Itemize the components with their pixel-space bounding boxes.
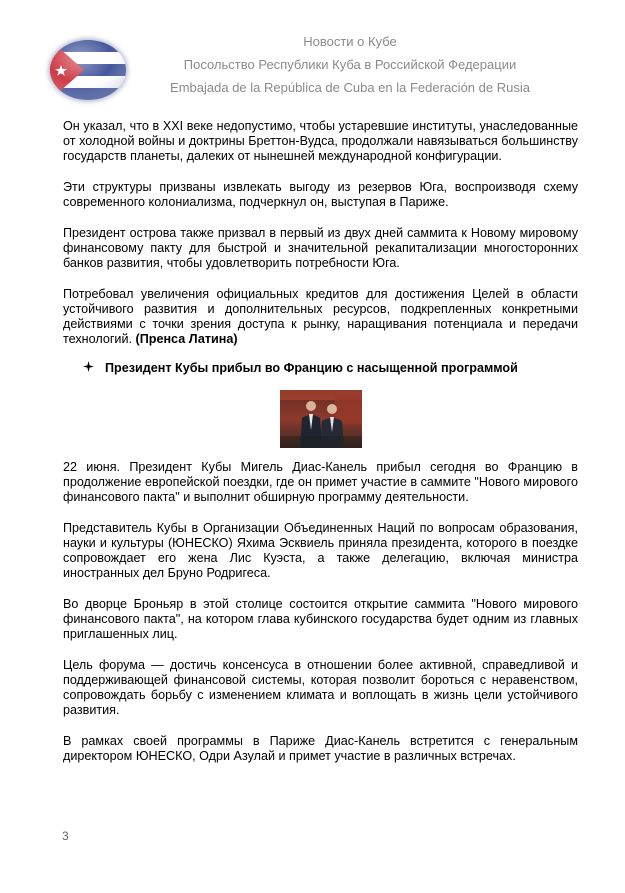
header-embassy-ru: Посольство Республики Куба в Российской Федерации <box>183 57 517 72</box>
cuban-flag-globe-icon <box>50 40 126 100</box>
header-title: Новости о Кубе <box>303 34 397 49</box>
article1-paragraph-4-text: Потребовал увеличения официальных кредитов для достижения Целей в области устойчивого развития и дополнительных ресурсов, подкрепленных конкретными действиями с точки зрения доступа к рынку, наращивания потенциала и передачи технологий. <box>63 287 578 346</box>
page-number: 3 <box>62 829 69 843</box>
page-header <box>0 0 625 110</box>
article2-heading-row <box>83 361 578 376</box>
article1-paragraph-4 <box>63 287 578 347</box>
article2-photo <box>280 390 362 448</box>
article1-paragraph-3: Президент острова также призвал в первый из двух дней саммита к Новому мировому финансовому пакту для быстрой и значительной рекапитализации многосторонних банков развития, чтобы удовлетворить потребности Юга. <box>63 226 578 270</box>
article2-heading: Президент Кубы прибыл во Францию с насыщенной программой <box>105 361 518 375</box>
article1-paragraph-1: Он указал, что в XXI веке недопустимо, чтобы устаревшие институты, унаследованные от холодной войны и доктрины Бреттон-Вудса, продолжали навязываться большинству государств планеты, далеких от нынешней международной конфигурации. <box>63 119 578 163</box>
diamond-bullet-icon <box>83 361 97 376</box>
article1-source: (Пренса Латина) <box>135 332 238 346</box>
header-embassy-es: Embajada de la República de Cuba en la Federación de Rusia <box>170 80 530 95</box>
article2-photo-container <box>63 390 578 448</box>
page-content <box>63 119 578 780</box>
article2-paragraph-2: Представитель Кубы в Организации Объединенных Наций по вопросам образования, науки и культуры (ЮНЕСКО) Яхима Эсквиель приняла президента, которого в поездке сопровождает его жена Лис Куэста, а также делегацию, включая министра иностранных дел Бруно Родригеса. <box>63 521 578 580</box>
article2-paragraph-3: Во дворце Броньяр в этой столице состоится открытие саммита "Нового мирового финансового пакта", на котором глава кубинского государства будет одним из главных приглашенных лиц. <box>63 597 578 641</box>
article1-paragraph-2: Эти структуры призваны извлекать выгоду из резервов Юга, воспроизводя схему современного колониализма, подчеркнул он, выступая в Париже. <box>63 180 578 209</box>
article2-paragraph-5: В рамках своей программы в Париже Диас-Канель встретится с генеральным директором ЮНЕСКО, Одри Азулай и примет участие в различных встречах. <box>63 734 578 763</box>
article2-paragraph-1: 22 июня. Президент Кубы Мигель Диас-Канель прибыл сегодня во Францию в продолжение европейской поездки, где он примет участие в саммите "Нового мирового финансового пакта" и выполнит обширную программу деятельности. <box>63 460 578 504</box>
article2-paragraph-4: Цель форума — достичь консенсуса в отношении более активной, справедливой и поддерживающей финансовой системы, которая позволит бороться с неравенством, сопровождать борьбу с изменением климата и воплощать в жизнь цели устойчивого развития. <box>63 658 578 717</box>
